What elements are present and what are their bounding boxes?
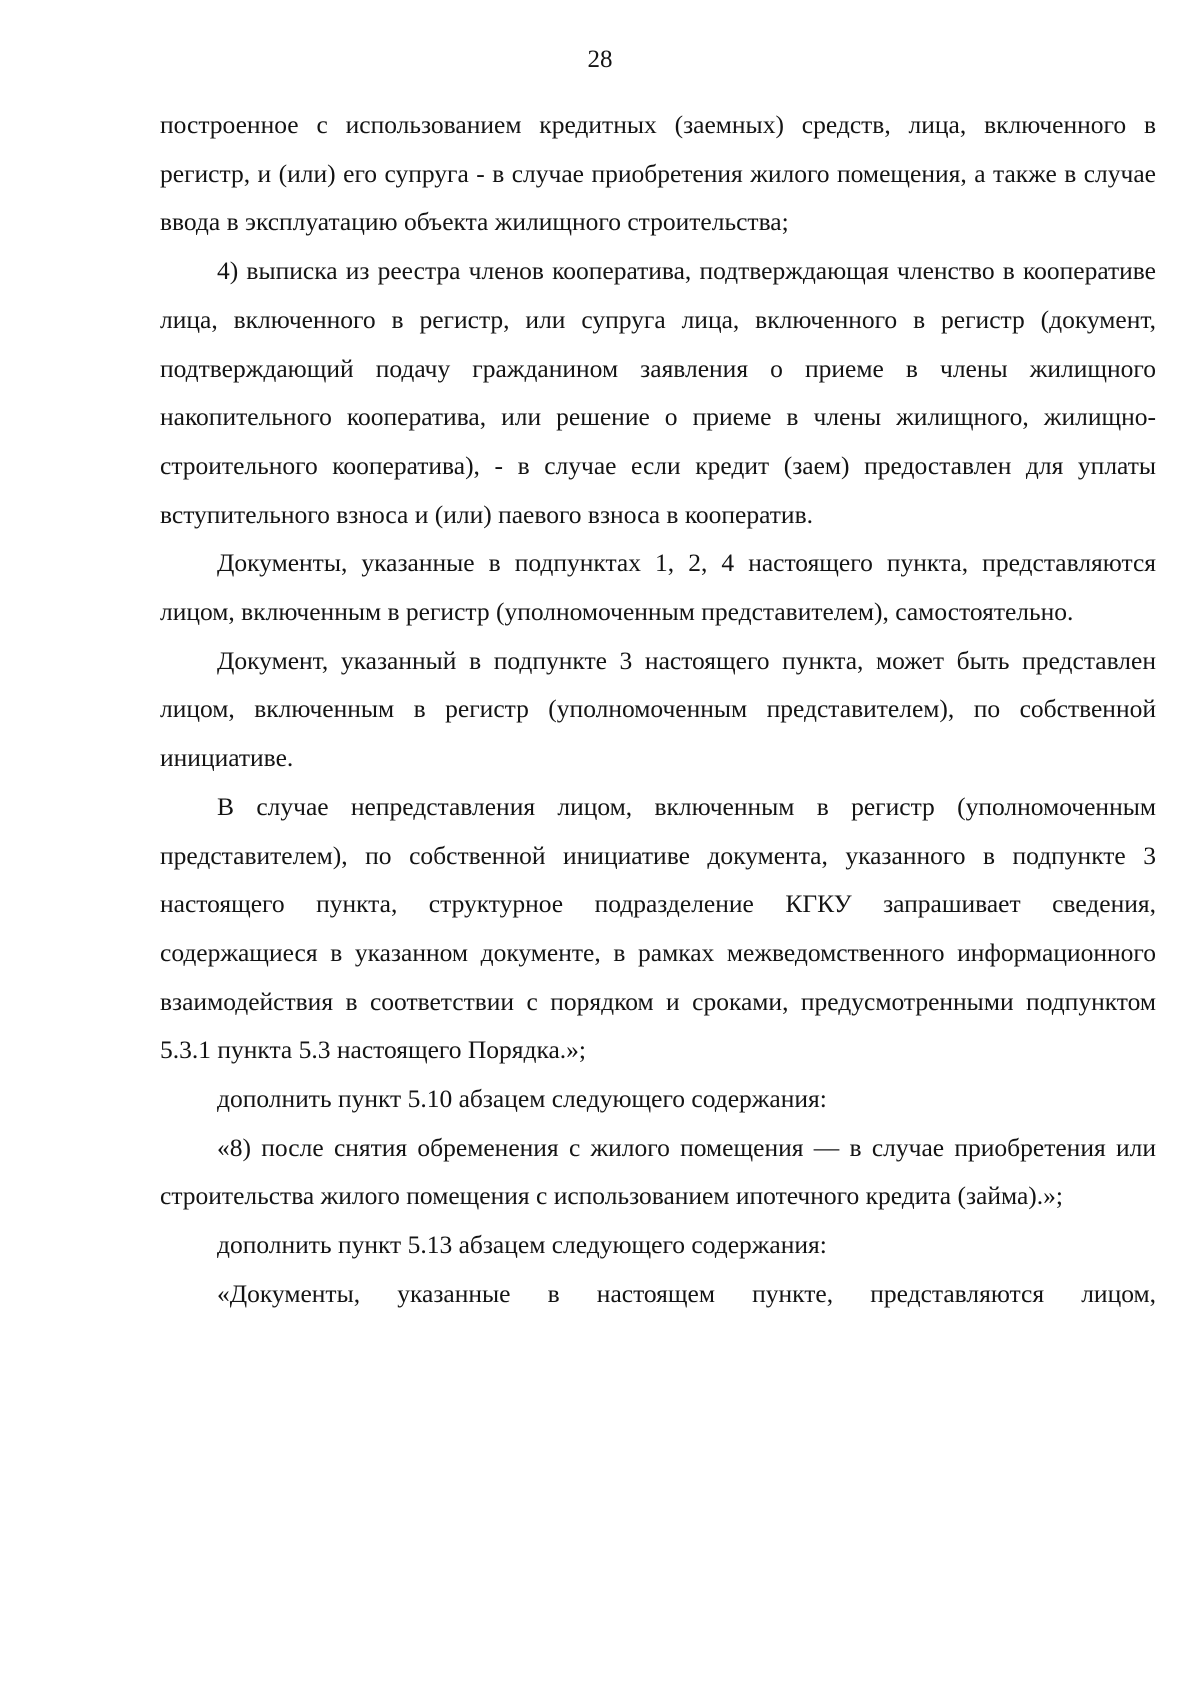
paragraph-non-submission: В случае непредставления лицом, включенным в регистр (уполномоченным представителем), по собственной инициативе документа, указанного в подпункте 3 настоящего пункта, структурное подразделение КГКУ запрашивает сведения, содержащиеся в указанном документе, в рамках межведомственного информационного взаимодействия в соответствии с порядком и сроками, предусмотренными подпунктом 5.3.1 пункта 5.3 настоящего Порядка.»; xyxy=(160,791,1156,1065)
page-number: 28 xyxy=(587,46,613,73)
paragraph-documents-1-2-4: Документы, указанные в подпунктах 1, 2, 4 настоящего пункта, представляются лицом, включенным в регистр (уполномоченным представителем), самостоятельно. xyxy=(160,548,1156,627)
paragraph-amend-5-13: дополнить пункт 5.13 абзацем следующего содержания: xyxy=(217,1230,827,1260)
paragraph-item-8: «8) после снятия обременения с жилого помещения — в случае приобретения или строительства жилого помещения с использованием ипотечного кредита (займа).»; xyxy=(160,1132,1156,1211)
paragraph-item-4: 4) выписка из реестра членов кооператива, подтверждающая членство в кооперативе лица, включенного в регистр, или супруга лица, включенного в регистр (документ, подтверждающий подачу гражданином заявления о приеме в члены жилищного накопительного кооператива, или решение о приеме в члены жилищного, жилищно-строительного кооператива), - в случае если кредит (заем) предоставлен для уплаты вступительного взноса и (или) паевого взноса в кооператив. xyxy=(160,256,1156,529)
paragraph-amend-5-10: дополнить пункт 5.10 абзацем следующего содержания: xyxy=(217,1084,827,1114)
document-body xyxy=(160,101,1156,1319)
paragraph-document-3: Документ, указанный в подпункте 3 настоящего пункта, может быть представлен лицом, включенным в регистр (уполномоченным представителем), по собственной инициативе. xyxy=(160,645,1156,773)
paragraph-documents-this-item: «Документы, указанные в настоящем пункте, представляются лицом, xyxy=(217,1278,1156,1308)
paragraph-continuation: построенное с использованием кредитных (заемных) средств, лица, включенного в регистр, и (или) его супруга - в случае приобретения жилого помещения, а также в случае ввода в эксплуатацию объекта жилищного строительства; xyxy=(160,110,1156,237)
